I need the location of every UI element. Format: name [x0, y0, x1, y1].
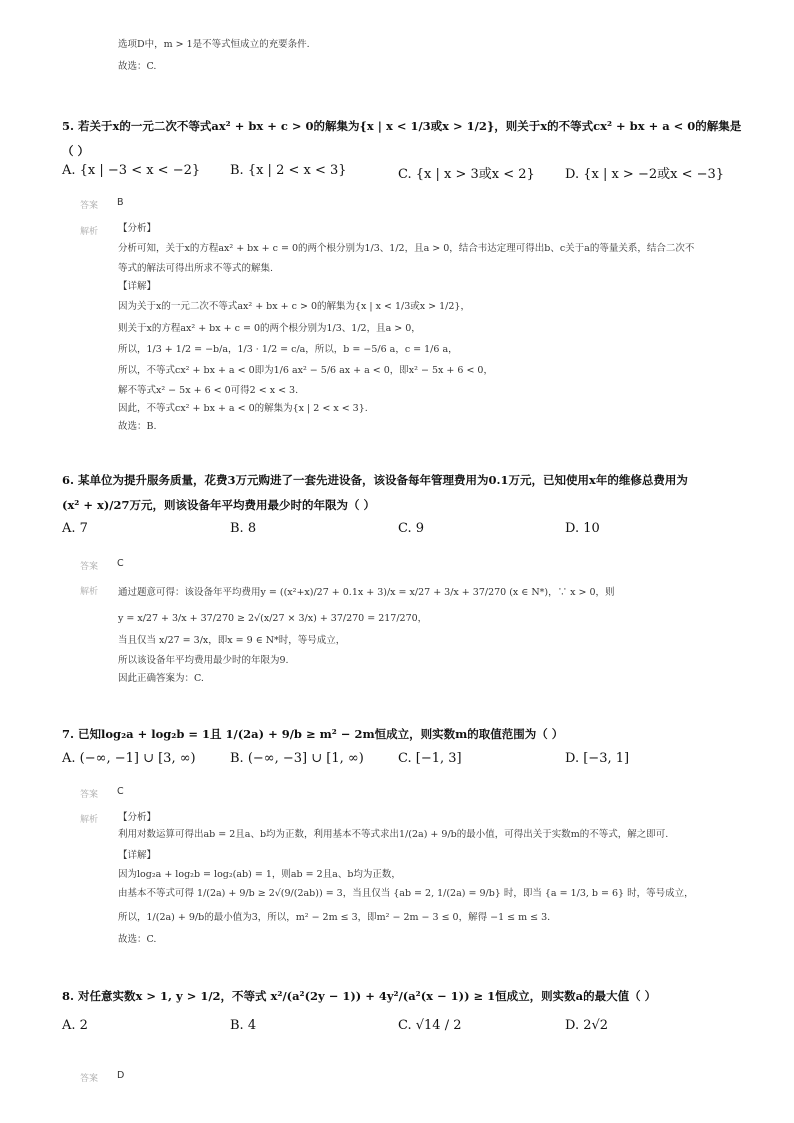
q8-option-c: C. √14 / 2: [398, 1018, 462, 1033]
q8-option-a: A. 2: [62, 1018, 88, 1033]
q8-option-d: D. 2√2: [565, 1018, 609, 1033]
q5-analysis-line: 【详解】: [118, 281, 157, 292]
q6-analysis-line: 当且仅当 x/27 = 3/x，即x = 9 ∈ N*时，等号成立，: [118, 635, 346, 646]
q6-option-d: D. 10: [565, 521, 600, 536]
q5-analysis-line: 故选：B.: [118, 421, 157, 432]
q7-analysis-line: 【分析】: [118, 812, 157, 823]
q6-option-b: B. 8: [230, 521, 257, 536]
q5-option-d: D. {x | x > −2或x < −3}: [565, 167, 725, 182]
q5-analysis-line: 等式的解法可得出所求不等式的解集.: [118, 263, 274, 274]
q7-analysis-line: 故选：C.: [118, 934, 157, 945]
q8-answer-label: 答案: [80, 1074, 99, 1084]
top-line-1: 选项D中，m > 1是不等式恒成立的充要条件.: [118, 39, 310, 50]
q7-option-b: B. (−∞, −3] ∪ [1, ∞): [230, 751, 364, 766]
q7-option-d: D. [−3, 1]: [565, 751, 630, 766]
q5-analysis-line: 所以，不等式cx² + bx + a < 0即为1/6 ax² − 5/6 ax + a < 0，即x² − 5x + 6 < 0，: [118, 365, 493, 376]
q6-analysis-line: 因此正确答案为：C.: [118, 673, 204, 684]
q5-option-a: A. {x | −3 < x < −2}: [62, 163, 201, 178]
q5-analysis-label: 解析: [80, 227, 99, 237]
q5-analysis-line: 因为关于x的一元二次不等式ax² + bx + c > 0的解集为{x | x < 1/3或x > 1/2}，: [118, 301, 470, 312]
q7-analysis-label: 解析: [80, 815, 99, 825]
q6-option-c: C. 9: [398, 521, 425, 536]
q5-analysis-line: 解不等式x² − 5x + 6 < 0可得2 < x < 3.: [118, 385, 299, 396]
q7-option-c: C. [−1, 3]: [398, 751, 462, 766]
q5-option-b: B. {x | 2 < x < 3}: [230, 163, 347, 178]
q7-answer-label: 答案: [80, 790, 99, 800]
q8-option-b: B. 4: [230, 1018, 257, 1033]
q7-analysis-line: 因为log₂a + log₂b = log₂(ab) = 1，则ab = 2且a、b均为正数，: [118, 869, 401, 880]
q5-analysis-line: 分析可知，关于x的方程ax² + bx + c = 0的两个根分别为1/3、1/2，且a > 0，结合韦达定理可得出b、c关于a的等量关系，结合二次不: [118, 243, 695, 254]
q8-answer-value: D: [117, 1070, 125, 1081]
q5-analysis-line: 所以，1/3 + 1/2 = −b/a，1/3 · 1/2 = c/a，所以，b = −5/6 a，c = 1/6 a，: [118, 344, 458, 355]
q5-analysis-line: 则关于x的方程ax² + bx + c = 0的两个根分别为1/3、1/2，且a > 0，: [118, 323, 421, 334]
q5-analysis-line: 【分析】: [118, 223, 157, 234]
q6-answer-value: C: [117, 558, 124, 569]
q6-analysis-line: 通过题意可得：该设备年平均费用y = ((x²+x)/27 + 0.1x + 3)/x = x/27 + 3/x + 37/270 (x ∈ N*)，∵ x > 0，则: [118, 587, 615, 598]
q6-analysis-line: 所以该设备年平均费用最少时的年限为9.: [118, 655, 289, 666]
q6-analysis-label: 解析: [80, 587, 99, 597]
q6-analysis-line: y = x/27 + 3/x + 37/270 ≥ 2√(x/27 × 3/x) + 37/270 = 217/270，: [118, 613, 428, 624]
q6-answer-label: 答案: [80, 562, 99, 572]
q5-stem: 5. 若关于x的一元二次不等式ax² + bx + c > 0的解集为{x | x < 1/3或x > 1/2}，则关于x的不等式cx² + bx + a < 0的解集是: [62, 119, 742, 133]
q5-answer-label: 答案: [80, 201, 99, 211]
q6-stem-line-2: (x² + x)/27万元，则该设备年平均费用最少时的年限为（ ）: [62, 498, 375, 512]
q7-stem: 7. 已知log₂a + log₂b = 1且 1/(2a) + 9/b ≥ m² − 2m恒成立，则实数m的取值范围为（ ）: [62, 727, 564, 741]
q5-analysis-line: 因此，不等式cx² + bx + a < 0的解集为{x | 2 < x < 3}.: [118, 403, 368, 414]
top-line-2: 故选：C.: [118, 61, 157, 72]
q7-analysis-line: 所以，1/(2a) + 9/b的最小值为3，所以，m² − 2m ≤ 3，即m² − 2m − 3 ≤ 0，解得 −1 ≤ m ≤ 3.: [118, 912, 551, 923]
q5-option-c: C. {x | x > 3或x < 2}: [398, 167, 535, 182]
q7-analysis-line: 由基本不等式可得 1/(2a) + 9/b ≥ 2√(9/(2ab)) = 3，当且仅当 {ab = 2, 1/(2a) = 9/b} 时，即当 {a = 1/3, b = 6} 时，等号成立，: [118, 888, 694, 899]
q5-stem-paren: （ ）: [62, 144, 90, 158]
q7-analysis-line: 【详解】: [118, 850, 157, 861]
q5-answer-value: B: [117, 197, 124, 208]
q8-stem: 8. 对任意实数x > 1, y > 1/2，不等式 x²/(a²(2y − 1)) + 4y²/(a²(x − 1)) ≥ 1恒成立，则实数a的最大值（ ）: [62, 989, 657, 1003]
q7-analysis-line: 利用对数运算可得出ab = 2且a、b均为正数，利用基本不等式求出1/(2a) + 9/b的最小值，可得出关于实数m的不等式，解之即可.: [118, 829, 669, 840]
q6-option-a: A. 7: [62, 521, 88, 536]
q7-answer-value: C: [117, 786, 124, 797]
q6-stem: 6. 某单位为提升服务质量，花费3万元购进了一套先进设备，该设备每年管理费用为0.1万元，已知使用x年的维修总费用为: [62, 473, 688, 487]
q7-option-a: A. (−∞, −1] ∪ [3, ∞): [62, 751, 196, 766]
